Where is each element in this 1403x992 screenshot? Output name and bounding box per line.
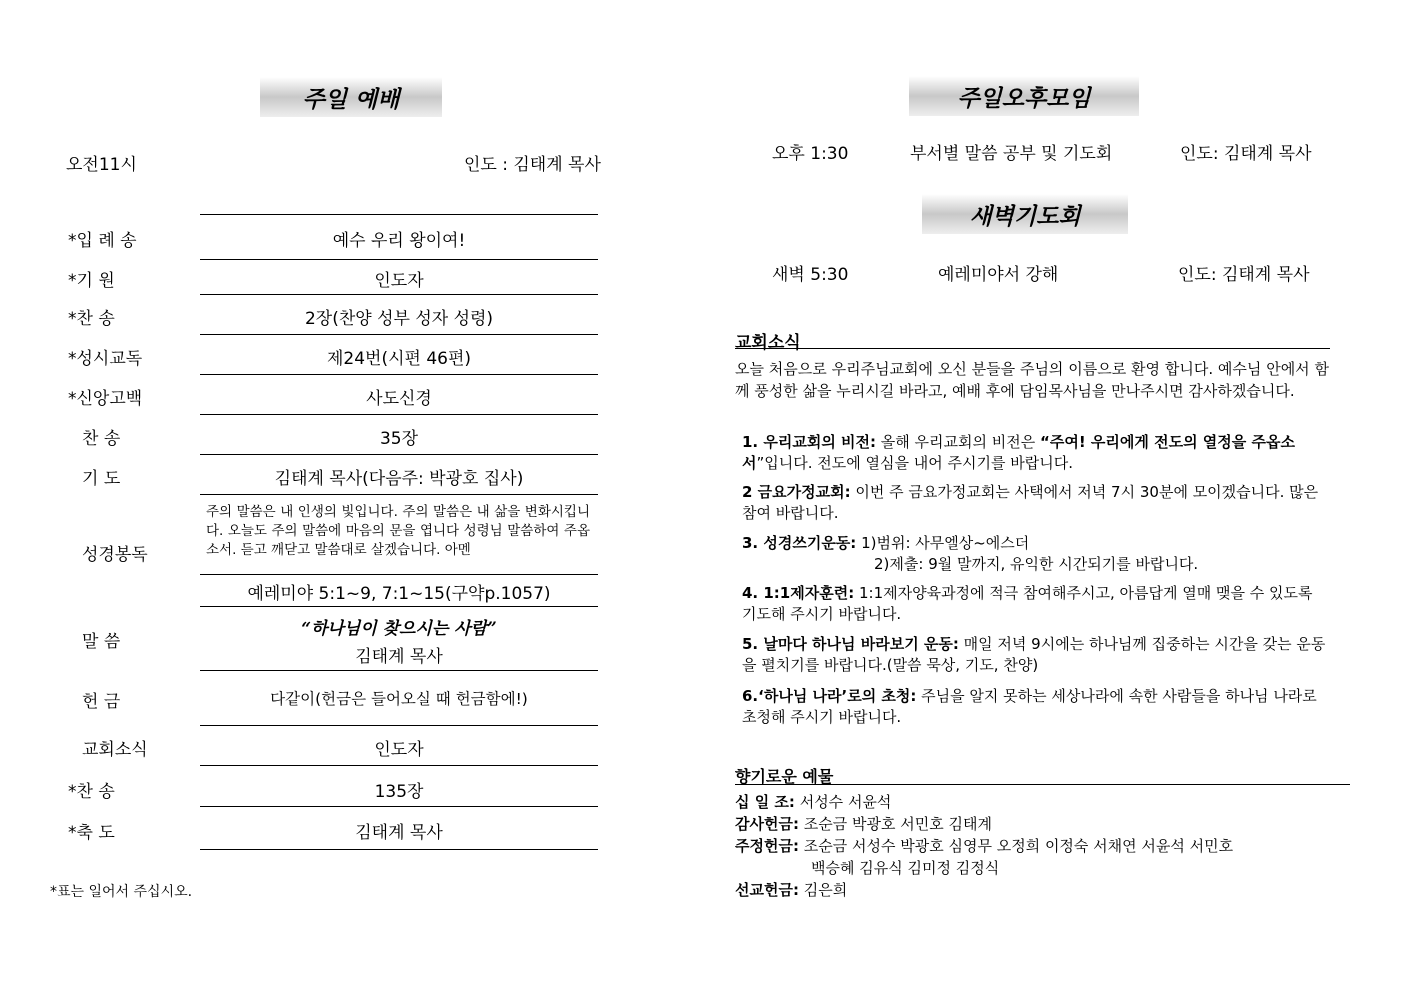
order-content: 인도자 <box>374 740 424 760</box>
rule <box>200 849 598 850</box>
footnote: *표는 일어서 주십시오. <box>50 884 193 900</box>
offering-names: 백승혜 김유식 김미정 김정식 <box>811 859 1000 877</box>
rule <box>200 214 598 215</box>
afternoon-title <box>909 76 1139 116</box>
afternoon-desc: 부서별 말씀 공부 및 기도회 <box>910 144 1113 164</box>
offering-row-continued <box>811 857 999 879</box>
offering-label: 선교헌금: <box>735 881 799 899</box>
news-item-text: 매일 저녁 9시에는 하나님께 집중하는 시간을 갖는 운동을 펼치기를 바랍니다.(말씀 묵상, 기도, 찬양) <box>742 635 1326 674</box>
rule <box>200 606 598 607</box>
offering-label: 감사헌금: <box>735 815 799 833</box>
offering-names: 김은희 <box>803 881 848 899</box>
order-label: 교회소식 <box>82 740 148 760</box>
worship-time: 오전11시 <box>66 155 137 175</box>
news-item-bold: “주여! 우리에게 전도의 열정을 주옵소서 <box>742 433 1295 472</box>
news-item-head: 4. 1:1제자훈련: <box>742 584 855 602</box>
dawn-time: 새벽 5:30 <box>772 265 849 285</box>
order-content: 김태계 목사 <box>355 823 443 843</box>
order-label: 성경봉독 <box>82 545 148 565</box>
news-item <box>742 533 1330 575</box>
news-item-text: 1)범위: 사무엘상~에스더 <box>856 534 1030 552</box>
offering-names: 조순금 서성수 박광호 심영무 오정희 이정숙 서채연 서윤석 서민호 <box>803 837 1234 855</box>
worship-title-text: 주일 예배 <box>302 86 400 113</box>
order-content: 2장(찬양 성부 성자 성령) <box>304 309 494 329</box>
order-label: *찬 송 <box>68 782 115 802</box>
offering-label: 십 일 조: <box>735 793 795 811</box>
offering-names: 서성수 서윤석 <box>799 793 892 811</box>
rule <box>200 374 598 375</box>
order-content: 김태계 목사(다음주: 박광호 집사) <box>274 469 524 489</box>
news-intro: 오늘 처음으로 우리주님교회에 오신 분들을 주님의 이름으로 환영 합니다. 예수님 안에서 함께 풍성한 삶을 누리시길 바라고, 예배 후에 담임목사님을 만나주시면 감사하겠습니다. <box>735 360 1329 400</box>
news-item-text: 올해 우리교회의 비전은 <box>876 433 1040 451</box>
offering-rule <box>735 784 1350 785</box>
news-item <box>742 634 1330 676</box>
order-label: 찬 송 <box>82 429 121 449</box>
dawn-desc: 예레미야서 강해 <box>938 265 1059 285</box>
news-item-text: 2)제출: 9월 말까지, 유익한 시간되기를 바랍니다. <box>874 555 1199 573</box>
order-content: 다같이(헌금은 들어오실 때 헌금함에!) <box>270 690 528 708</box>
sermon-preacher: 김태계 목사 <box>355 647 443 667</box>
order-label: *찬 송 <box>68 309 115 329</box>
news-item-head: 3. 성경쓰기운동: <box>742 534 857 552</box>
offering-names: 조순금 박광호 서민호 김태계 <box>803 815 992 833</box>
rule <box>200 494 598 495</box>
rule <box>200 259 598 260</box>
worship-leader: 인도 : 김태계 목사 <box>464 155 601 175</box>
news-item-head: 5. 날마다 하나님 바라보기 운동: <box>742 635 959 653</box>
offering-row <box>735 835 1233 857</box>
order-label: *입 례 송 <box>68 231 137 251</box>
news-item-text: 1:1제자양육과정에 적극 참여해주시고, 아름답게 열매 맺을 수 있도록 기도해 주시기 바랍니다. <box>742 584 1313 623</box>
order-content: 예수 우리 왕이여! <box>332 231 466 251</box>
afternoon-title-text: 주일오후모임 <box>957 85 1091 112</box>
news-item <box>742 686 1330 728</box>
order-label: *기 원 <box>68 271 115 291</box>
rule <box>200 334 598 335</box>
rule <box>200 414 598 415</box>
offering-label: 주정헌금: <box>735 837 799 855</box>
news-item <box>742 482 1330 524</box>
news-item-text: 주님을 알지 못하는 세상나라에 속한 사람들을 하나님 나라로 초청해 주시기 바랍니다. <box>742 687 1317 726</box>
afternoon-time: 오후 1:30 <box>772 144 849 164</box>
order-content: 135장 <box>374 782 424 802</box>
worship-title <box>260 77 442 117</box>
rule <box>200 725 598 726</box>
news-item-head: 6.‘하나님 나라’로의 초청: <box>742 687 917 705</box>
scripture-reference: 예레미야 5:1~9, 7:1~15(구약p.1057) <box>247 584 551 604</box>
offering-row <box>735 813 992 835</box>
order-label: 말 씀 <box>82 632 121 652</box>
order-label: *성시교독 <box>68 349 143 369</box>
offering-heading: 향기로운 예물 <box>735 767 834 786</box>
rule <box>200 454 598 455</box>
news-item-text: 이번 주 금요가정교회는 사택에서 저녁 7시 30분에 모이겠습니다. 많은 참여 바랍니다. <box>742 483 1319 522</box>
dawn-title-text: 새벽기도회 <box>969 203 1081 230</box>
dawn-leader: 인도: 김태계 목사 <box>1178 265 1310 285</box>
offering-row <box>735 791 891 813</box>
sermon-title: “하나님이 찾으시는 사람” <box>301 619 497 639</box>
rule <box>200 574 598 575</box>
rule <box>200 294 598 295</box>
order-label: *축 도 <box>68 823 115 843</box>
news-rule <box>735 348 1330 349</box>
news-heading: 교회소식 <box>735 333 801 353</box>
order-label: 기 도 <box>82 469 121 489</box>
order-content: 인도자 <box>374 271 424 291</box>
news-item-head: 2 금요가정교회: <box>742 483 851 501</box>
order-label: 헌 금 <box>82 692 121 712</box>
offering-row <box>735 879 847 901</box>
news-item <box>742 583 1330 625</box>
scripture-passage: 주의 말씀은 내 인생의 빛입니다. 주의 말씀은 내 삶을 변화시킵니다. 오늘도 주의 말씀에 마음의 문을 엽니다 성령님 말씀하여 주옵소서. 듣고 깨닫고 말씀대로 살겠습니다. 아멘 <box>206 504 590 558</box>
news-item-text: ”입니다. 전도에 열심을 내어 주시기를 바랍니다. <box>756 454 1073 472</box>
order-content: 35장 <box>379 429 419 449</box>
rule <box>200 670 598 671</box>
afternoon-leader: 인도: 김태계 목사 <box>1180 144 1312 164</box>
rule <box>200 806 598 807</box>
order-content: 사도신경 <box>366 389 432 409</box>
order-label: *신앙고백 <box>68 389 143 409</box>
news-item <box>742 432 1330 474</box>
rule <box>200 765 598 766</box>
dawn-title <box>922 194 1128 234</box>
news-item-head: 1. 우리교회의 비전: <box>742 433 877 451</box>
order-content: 제24번(시편 46편) <box>326 349 472 369</box>
